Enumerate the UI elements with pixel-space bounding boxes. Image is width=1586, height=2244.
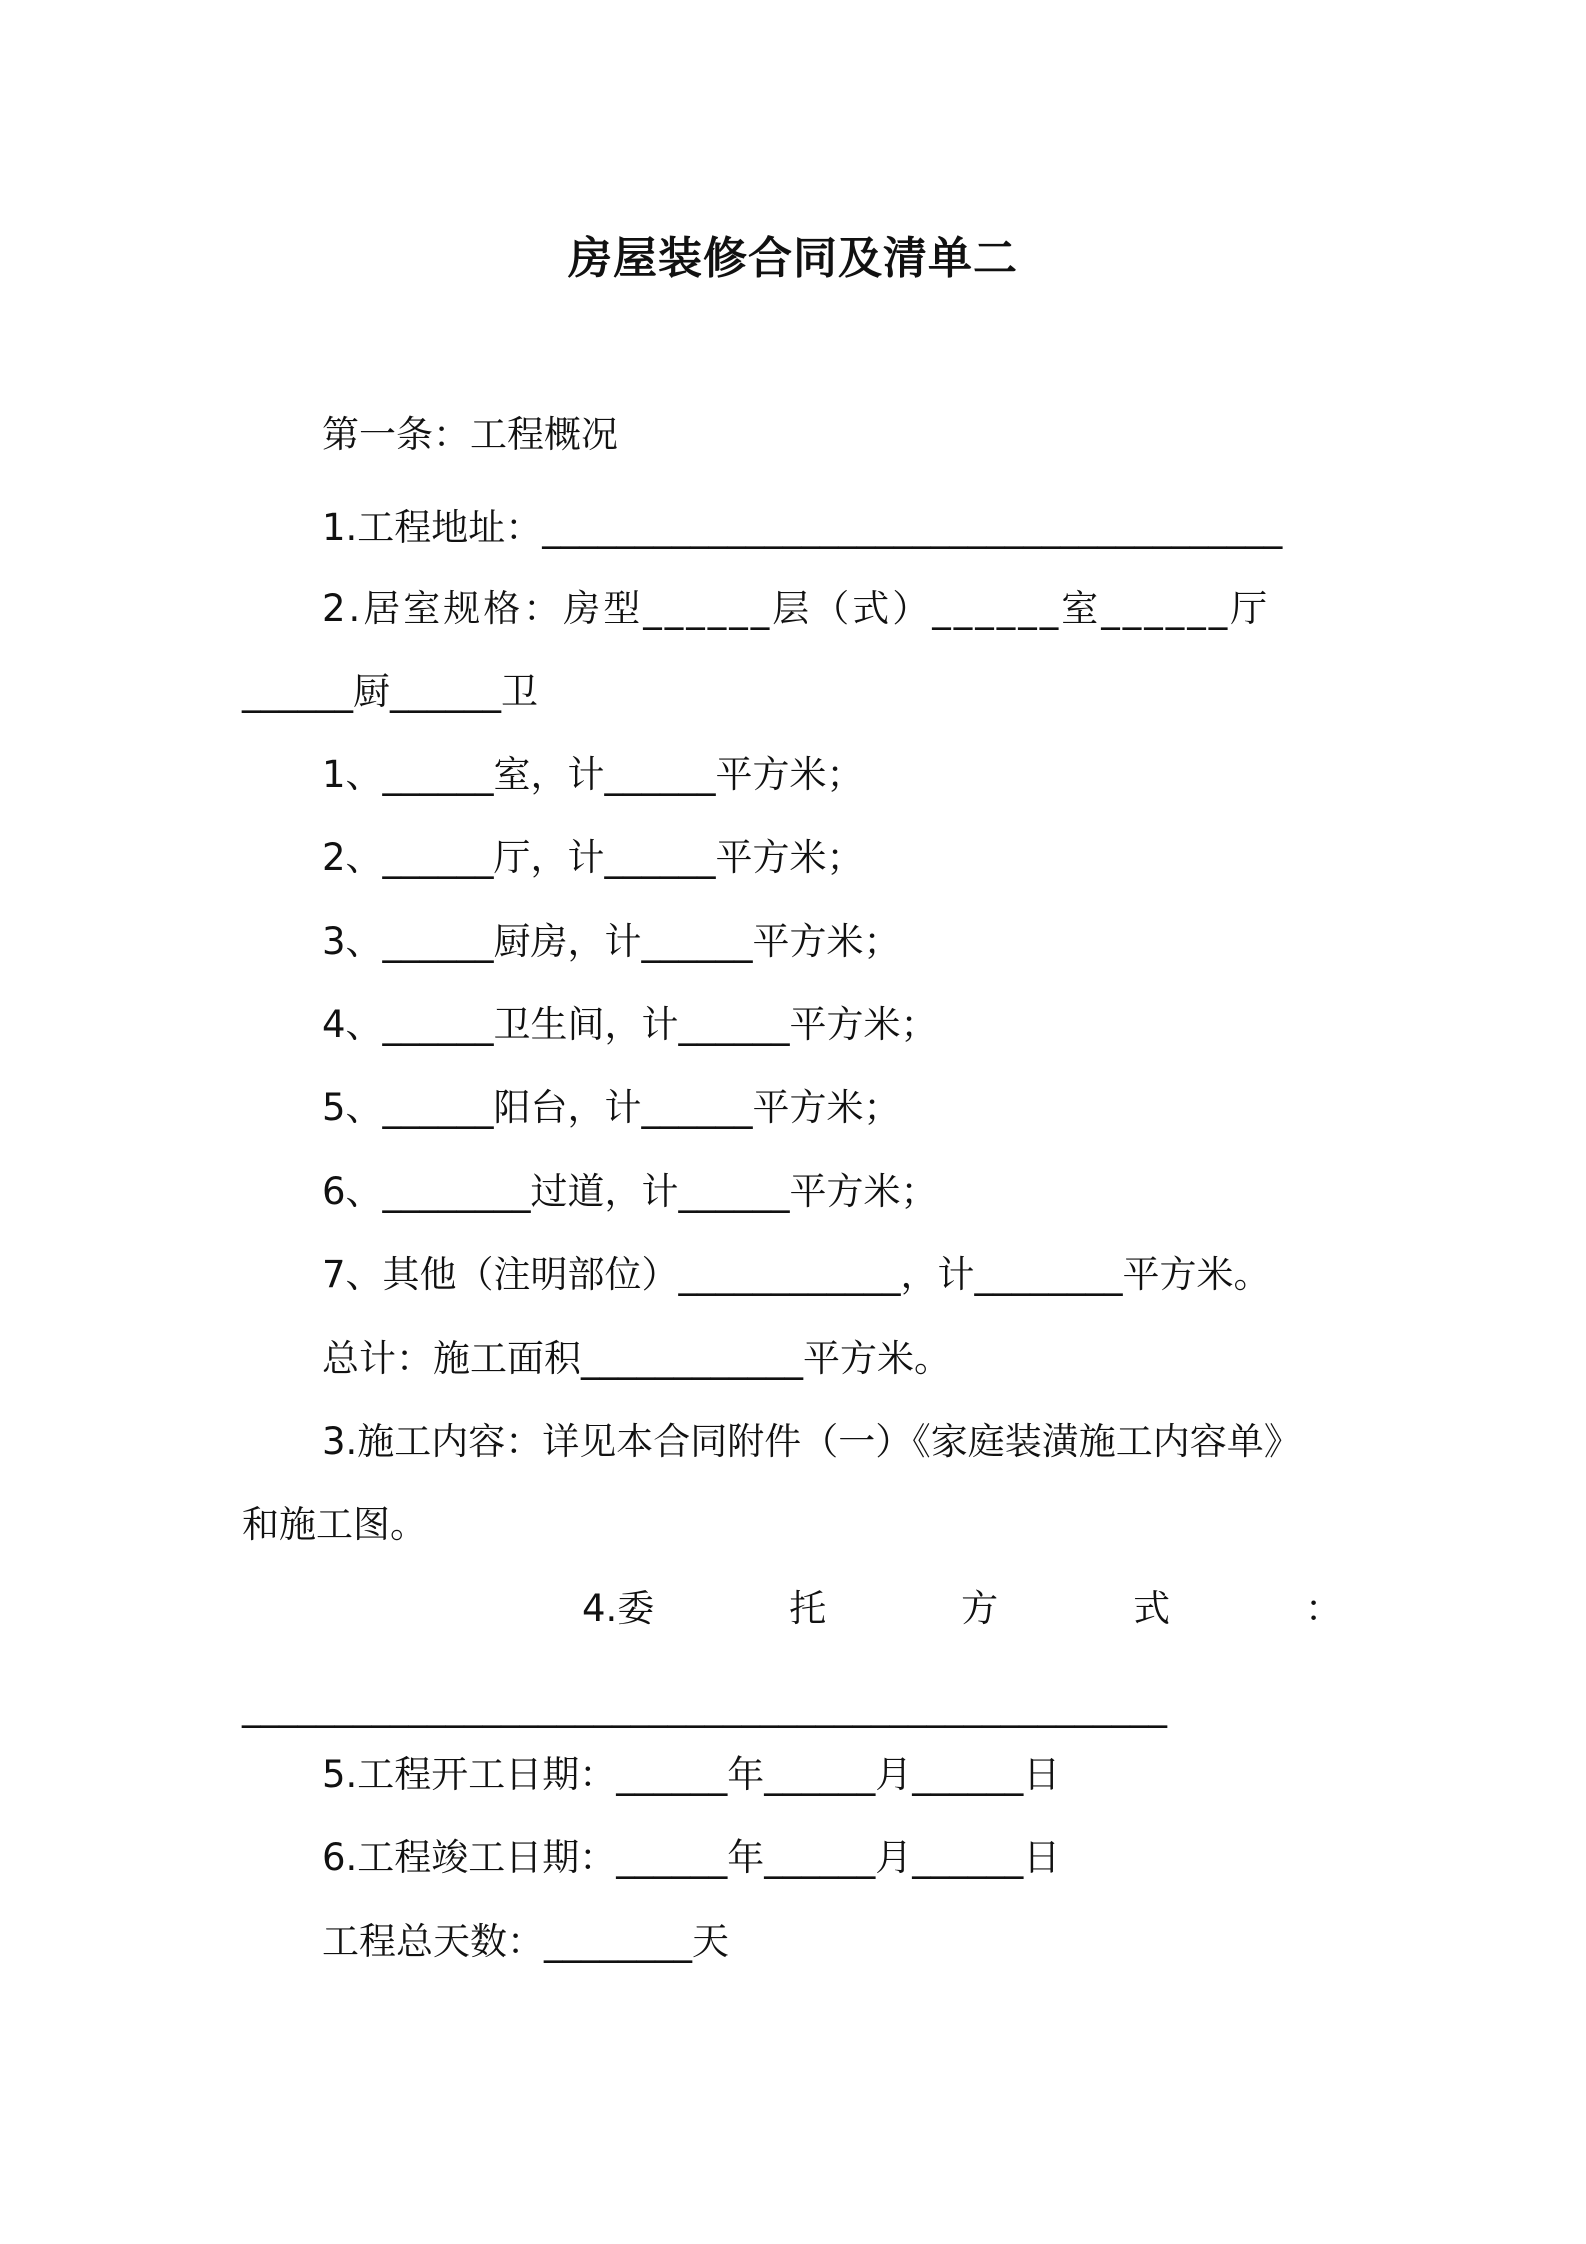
- total-area-line: 总计：施工面积____________平方米。: [322, 1337, 951, 1380]
- construction-content-line: 3.施工内容：详见本合同附件（一）《家庭装潢施工内容单》: [322, 1420, 1301, 1463]
- document-title: 房屋装修合同及清单二: [568, 233, 1018, 284]
- area-item-5: 5、______阳台，计______平方米；: [322, 1086, 901, 1129]
- area-item-1: 1、______室，计______平方米；: [322, 753, 864, 796]
- commission-method-part: 托: [789, 1587, 827, 1630]
- area-item-2: 2、______厅，计______平方米；: [322, 836, 864, 879]
- completion-date-line: 6.工程竣工日期：______年______月______日: [322, 1836, 1061, 1879]
- commission-method-part: 4.委: [582, 1587, 655, 1630]
- area-item-7: 7、其他（注明部位）____________，计________平方米。: [322, 1253, 1271, 1296]
- total-days-line: 工程总天数：________天: [322, 1920, 729, 1963]
- commission-method-line: [582, 1584, 1342, 1634]
- commission-method-part: 方: [961, 1587, 999, 1630]
- commission-method-part: ：: [1305, 1587, 1342, 1630]
- commission-method-part: 式: [1133, 1587, 1171, 1630]
- area-item-6: 6、________过道，计______平方米；: [322, 1170, 938, 1213]
- room-spec-line-cont: ______厨______卫: [242, 670, 538, 713]
- commission-method-blank: __________________________________________________: [242, 1685, 1167, 1728]
- room-spec-line: 2.居室规格：房型______层（式）______室______厅: [322, 587, 1271, 630]
- section-heading: 第一条：工程概况: [322, 413, 618, 456]
- construction-content-line-cont: 和施工图。: [242, 1503, 427, 1546]
- area-item-3: 3、______厨房，计______平方米；: [322, 920, 901, 963]
- project-address-line: 1.工程地址：________________________________________: [322, 506, 1283, 549]
- start-date-line: 5.工程开工日期：______年______月______日: [322, 1753, 1061, 1796]
- area-item-4: 4、______卫生间，计______平方米；: [322, 1003, 938, 1046]
